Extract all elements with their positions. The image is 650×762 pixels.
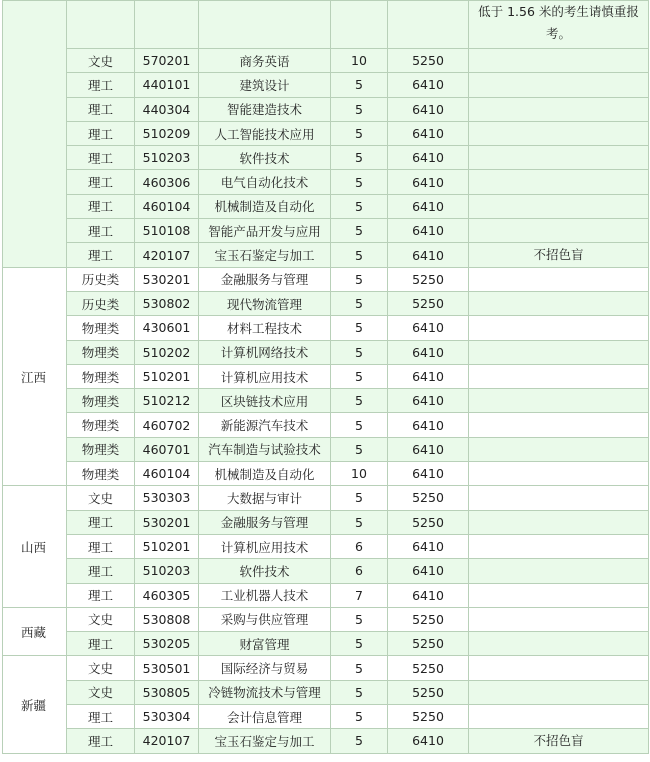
tuition-cell bbox=[388, 1, 469, 49]
major-name-cell: 现代物流管理 bbox=[199, 291, 331, 315]
major-name-cell: 电气自动化技术 bbox=[199, 170, 331, 194]
province-cell: 新疆 bbox=[3, 656, 67, 753]
tuition-cell: 6410 bbox=[388, 121, 469, 145]
table-row bbox=[3, 49, 649, 73]
major-name-cell: 计算机应用技术 bbox=[199, 534, 331, 558]
plan-count-cell: 5 bbox=[331, 73, 388, 97]
major-name-cell: 智能建造技术 bbox=[199, 97, 331, 121]
tuition-cell: 5250 bbox=[388, 632, 469, 656]
note-cell bbox=[469, 340, 649, 364]
table-row bbox=[3, 534, 649, 558]
major-name-cell: 计算机应用技术 bbox=[199, 364, 331, 388]
note-cell bbox=[469, 389, 649, 413]
plan-count-cell: 5 bbox=[331, 486, 388, 510]
major-name-cell: 区块链技术应用 bbox=[199, 389, 331, 413]
subject-cell: 理工 bbox=[67, 243, 135, 267]
major-code-cell: 460104 bbox=[135, 462, 199, 486]
tuition-cell: 6410 bbox=[388, 364, 469, 388]
note-cell: 低于 1.56 米的考生请慎重报考。 bbox=[469, 1, 649, 49]
tuition-cell: 5250 bbox=[388, 291, 469, 315]
tuition-cell: 6410 bbox=[388, 583, 469, 607]
note-cell bbox=[469, 632, 649, 656]
tuition-cell: 5250 bbox=[388, 510, 469, 534]
tuition-cell: 5250 bbox=[388, 705, 469, 729]
major-name-cell: 财富管理 bbox=[199, 632, 331, 656]
major-code-cell: 510108 bbox=[135, 219, 199, 243]
table-row bbox=[3, 656, 649, 680]
note-cell bbox=[469, 583, 649, 607]
tuition-cell: 5250 bbox=[388, 680, 469, 704]
note-cell bbox=[469, 607, 649, 631]
subject-cell: 理工 bbox=[67, 534, 135, 558]
major-code-cell: 460305 bbox=[135, 583, 199, 607]
major-name-cell: 金融服务与管理 bbox=[199, 510, 331, 534]
major-name-cell: 大数据与审计 bbox=[199, 486, 331, 510]
major-code-cell: 570201 bbox=[135, 49, 199, 73]
plan-count-cell: 5 bbox=[331, 705, 388, 729]
subject-cell: 理工 bbox=[67, 705, 135, 729]
subject-cell: 理工 bbox=[67, 510, 135, 534]
major-name-cell: 商务英语 bbox=[199, 49, 331, 73]
subject-cell: 理工 bbox=[67, 632, 135, 656]
plan-count-cell: 7 bbox=[331, 583, 388, 607]
plan-count-cell: 5 bbox=[331, 340, 388, 364]
table-row bbox=[3, 291, 649, 315]
major-code-cell: 530304 bbox=[135, 705, 199, 729]
table-row bbox=[3, 607, 649, 631]
note-cell bbox=[469, 49, 649, 73]
tuition-cell: 5250 bbox=[388, 49, 469, 73]
subject-cell: 历史类 bbox=[67, 267, 135, 291]
subject-cell: 理工 bbox=[67, 146, 135, 170]
table-row bbox=[3, 583, 649, 607]
major-code-cell: 510202 bbox=[135, 340, 199, 364]
note-cell bbox=[469, 121, 649, 145]
province-cell bbox=[3, 1, 67, 268]
tuition-cell: 6410 bbox=[388, 194, 469, 218]
major-code-cell: 460702 bbox=[135, 413, 199, 437]
table-row bbox=[3, 510, 649, 534]
note-cell bbox=[469, 534, 649, 558]
subject-cell: 物理类 bbox=[67, 413, 135, 437]
tuition-cell: 6410 bbox=[388, 219, 469, 243]
subject-cell bbox=[67, 1, 135, 49]
table-row bbox=[3, 389, 649, 413]
major-code-cell: 510203 bbox=[135, 146, 199, 170]
major-code-cell: 510209 bbox=[135, 121, 199, 145]
major-name-cell: 人工智能技术应用 bbox=[199, 121, 331, 145]
note-cell bbox=[469, 705, 649, 729]
plan-count-cell: 6 bbox=[331, 534, 388, 558]
tuition-cell: 5250 bbox=[388, 486, 469, 510]
note-cell: 不招色盲 bbox=[469, 243, 649, 267]
note-cell bbox=[469, 316, 649, 340]
major-code-cell: 440101 bbox=[135, 73, 199, 97]
note-cell bbox=[469, 680, 649, 704]
major-name-cell: 智能产品开发与应用 bbox=[199, 219, 331, 243]
tuition-cell: 6410 bbox=[388, 243, 469, 267]
note-cell bbox=[469, 364, 649, 388]
table-row bbox=[3, 705, 649, 729]
table-row bbox=[3, 170, 649, 194]
subject-cell: 历史类 bbox=[67, 291, 135, 315]
major-code-cell: 530205 bbox=[135, 632, 199, 656]
plan-count-cell: 5 bbox=[331, 316, 388, 340]
note-cell bbox=[469, 73, 649, 97]
major-name-cell: 工业机器人技术 bbox=[199, 583, 331, 607]
tuition-cell: 6410 bbox=[388, 534, 469, 558]
note-cell bbox=[469, 219, 649, 243]
table-row bbox=[3, 437, 649, 461]
major-name-cell: 汽车制造与试验技术 bbox=[199, 437, 331, 461]
plan-count-cell: 5 bbox=[331, 364, 388, 388]
subject-cell: 理工 bbox=[67, 219, 135, 243]
major-name-cell: 软件技术 bbox=[199, 146, 331, 170]
tuition-cell: 6410 bbox=[388, 146, 469, 170]
major-name-cell: 计算机网络技术 bbox=[199, 340, 331, 364]
major-code-cell: 440304 bbox=[135, 97, 199, 121]
major-code-cell: 530201 bbox=[135, 267, 199, 291]
tuition-cell: 6410 bbox=[388, 729, 469, 753]
note-cell bbox=[469, 437, 649, 461]
note-cell bbox=[469, 194, 649, 218]
table-row bbox=[3, 219, 649, 243]
province-cell: 山西 bbox=[3, 486, 67, 607]
major-code-cell: 430601 bbox=[135, 316, 199, 340]
plan-count-cell: 10 bbox=[331, 462, 388, 486]
major-code-cell bbox=[135, 1, 199, 49]
subject-cell: 文史 bbox=[67, 49, 135, 73]
table-row bbox=[3, 486, 649, 510]
major-code-cell: 530303 bbox=[135, 486, 199, 510]
major-code-cell: 530808 bbox=[135, 607, 199, 631]
subject-cell: 理工 bbox=[67, 97, 135, 121]
tuition-cell: 6410 bbox=[388, 389, 469, 413]
subject-cell: 文史 bbox=[67, 607, 135, 631]
major-name-cell: 会计信息管理 bbox=[199, 705, 331, 729]
subject-cell: 物理类 bbox=[67, 462, 135, 486]
note-cell bbox=[469, 97, 649, 121]
major-code-cell: 420107 bbox=[135, 729, 199, 753]
major-code-cell: 530201 bbox=[135, 510, 199, 534]
note-cell bbox=[469, 486, 649, 510]
major-name-cell: 金融服务与管理 bbox=[199, 267, 331, 291]
major-code-cell: 510201 bbox=[135, 364, 199, 388]
table-row bbox=[3, 194, 649, 218]
tuition-cell: 6410 bbox=[388, 462, 469, 486]
tuition-cell: 5250 bbox=[388, 656, 469, 680]
note-cell bbox=[469, 267, 649, 291]
table-row bbox=[3, 243, 649, 267]
major-name-cell: 软件技术 bbox=[199, 559, 331, 583]
plan-count-cell: 5 bbox=[331, 97, 388, 121]
table-row bbox=[3, 462, 649, 486]
major-name-cell: 冷链物流技术与管理 bbox=[199, 680, 331, 704]
table-row bbox=[3, 73, 649, 97]
plan-count-cell: 5 bbox=[331, 607, 388, 631]
major-code-cell: 460306 bbox=[135, 170, 199, 194]
table-row bbox=[3, 632, 649, 656]
plan-count-cell: 5 bbox=[331, 291, 388, 315]
plan-count-cell: 5 bbox=[331, 729, 388, 753]
tuition-cell: 6410 bbox=[388, 340, 469, 364]
plan-count-cell: 5 bbox=[331, 413, 388, 437]
table-row bbox=[3, 121, 649, 145]
plan-count-cell: 5 bbox=[331, 121, 388, 145]
subject-cell: 理工 bbox=[67, 583, 135, 607]
note-cell bbox=[469, 510, 649, 534]
tuition-cell: 6410 bbox=[388, 437, 469, 461]
plan-count-cell: 5 bbox=[331, 267, 388, 291]
subject-cell: 文史 bbox=[67, 656, 135, 680]
plan-count-cell: 5 bbox=[331, 656, 388, 680]
note-cell bbox=[469, 559, 649, 583]
province-cell: 江西 bbox=[3, 267, 67, 486]
note-cell bbox=[469, 146, 649, 170]
major-code-cell: 530805 bbox=[135, 680, 199, 704]
major-name-cell: 国际经济与贸易 bbox=[199, 656, 331, 680]
province-cell: 西藏 bbox=[3, 607, 67, 656]
table-row bbox=[3, 146, 649, 170]
major-name-cell: 机械制造及自动化 bbox=[199, 462, 331, 486]
subject-cell: 物理类 bbox=[67, 340, 135, 364]
plan-count-cell: 5 bbox=[331, 146, 388, 170]
subject-cell: 理工 bbox=[67, 194, 135, 218]
major-name-cell bbox=[199, 1, 331, 49]
plan-count-cell: 5 bbox=[331, 194, 388, 218]
table-row bbox=[3, 364, 649, 388]
subject-cell: 物理类 bbox=[67, 364, 135, 388]
plan-count-cell: 5 bbox=[331, 510, 388, 534]
major-name-cell: 建筑设计 bbox=[199, 73, 331, 97]
admission-plan-table bbox=[2, 0, 649, 754]
plan-count-cell: 5 bbox=[331, 170, 388, 194]
tuition-cell: 6410 bbox=[388, 73, 469, 97]
note-cell bbox=[469, 413, 649, 437]
subject-cell: 物理类 bbox=[67, 437, 135, 461]
major-name-cell: 采购与供应管理 bbox=[199, 607, 331, 631]
plan-count-cell: 6 bbox=[331, 559, 388, 583]
note-cell bbox=[469, 462, 649, 486]
major-code-cell: 460701 bbox=[135, 437, 199, 461]
plan-count-cell bbox=[331, 1, 388, 49]
major-code-cell: 510201 bbox=[135, 534, 199, 558]
table-row bbox=[3, 316, 649, 340]
plan-count-cell: 5 bbox=[331, 389, 388, 413]
major-code-cell: 530802 bbox=[135, 291, 199, 315]
note-cell bbox=[469, 656, 649, 680]
subject-cell: 理工 bbox=[67, 729, 135, 753]
plan-count-cell: 5 bbox=[331, 680, 388, 704]
table-row bbox=[3, 413, 649, 437]
subject-cell: 理工 bbox=[67, 170, 135, 194]
major-name-cell: 宝玉石鉴定与加工 bbox=[199, 243, 331, 267]
subject-cell: 文史 bbox=[67, 486, 135, 510]
tuition-cell: 5250 bbox=[388, 267, 469, 291]
major-code-cell: 460104 bbox=[135, 194, 199, 218]
table-row bbox=[3, 559, 649, 583]
note-cell: 不招色盲 bbox=[469, 729, 649, 753]
plan-count-cell: 5 bbox=[331, 632, 388, 656]
major-name-cell: 宝玉石鉴定与加工 bbox=[199, 729, 331, 753]
subject-cell: 文史 bbox=[67, 680, 135, 704]
tuition-cell: 6410 bbox=[388, 413, 469, 437]
major-name-cell: 机械制造及自动化 bbox=[199, 194, 331, 218]
table-row bbox=[3, 729, 649, 753]
plan-count-cell: 10 bbox=[331, 49, 388, 73]
major-name-cell: 新能源汽车技术 bbox=[199, 413, 331, 437]
subject-cell: 理工 bbox=[67, 121, 135, 145]
major-code-cell: 420107 bbox=[135, 243, 199, 267]
major-code-cell: 510203 bbox=[135, 559, 199, 583]
subject-cell: 物理类 bbox=[67, 316, 135, 340]
subject-cell: 理工 bbox=[67, 559, 135, 583]
tuition-cell: 6410 bbox=[388, 559, 469, 583]
subject-cell: 理工 bbox=[67, 73, 135, 97]
plan-count-cell: 5 bbox=[331, 219, 388, 243]
major-name-cell: 材料工程技术 bbox=[199, 316, 331, 340]
subject-cell: 物理类 bbox=[67, 389, 135, 413]
tuition-cell: 6410 bbox=[388, 316, 469, 340]
plan-count-cell: 5 bbox=[331, 243, 388, 267]
major-code-cell: 530501 bbox=[135, 656, 199, 680]
tuition-cell: 6410 bbox=[388, 97, 469, 121]
plan-count-cell: 5 bbox=[331, 437, 388, 461]
tuition-cell: 5250 bbox=[388, 607, 469, 631]
tuition-cell: 6410 bbox=[388, 170, 469, 194]
note-cell bbox=[469, 170, 649, 194]
table-row bbox=[3, 680, 649, 704]
table-row bbox=[3, 267, 649, 291]
table-row bbox=[3, 97, 649, 121]
table-row bbox=[3, 1, 649, 49]
major-code-cell: 510212 bbox=[135, 389, 199, 413]
table-row bbox=[3, 340, 649, 364]
note-cell bbox=[469, 291, 649, 315]
